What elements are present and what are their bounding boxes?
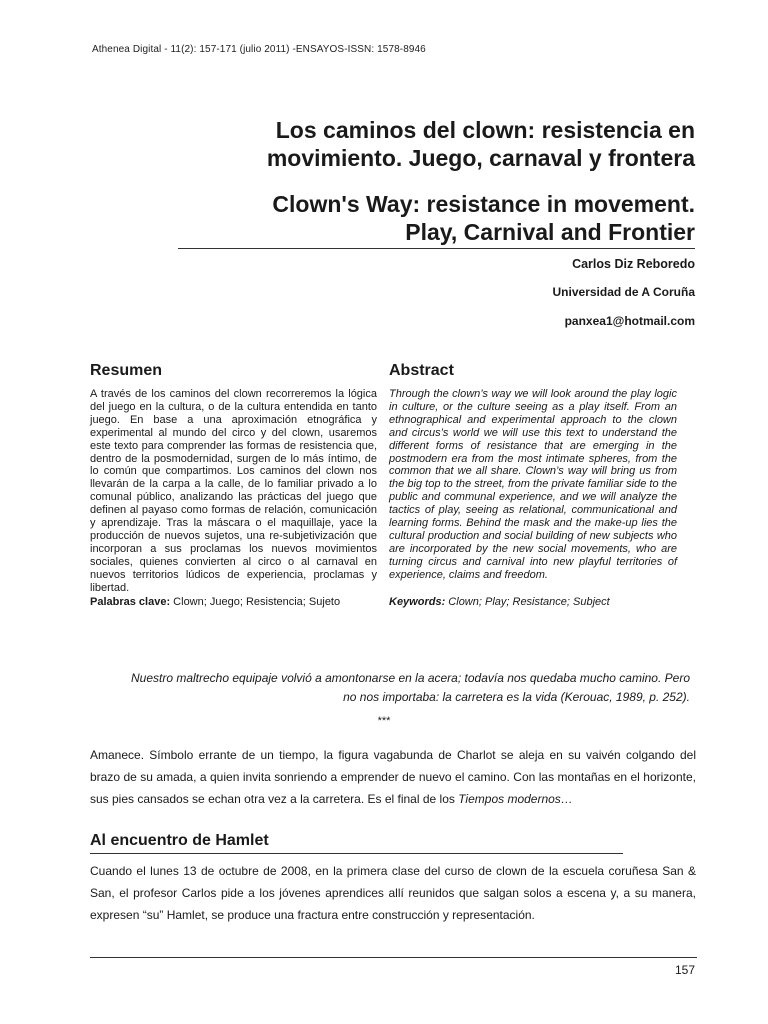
author-name: Carlos Diz Reboredo — [572, 257, 695, 271]
keywords-value: Clown; Play; Resistance; Subject — [445, 596, 610, 608]
abstract-heading: Abstract — [389, 362, 454, 379]
title-divider — [178, 248, 695, 249]
author-institution: Universidad de A Coruña — [552, 285, 695, 299]
keywords-label: Keywords: — [389, 596, 446, 608]
footer-divider — [90, 957, 697, 958]
paragraph-intro-text: Amanece. Símbolo errante de un tiempo, la figura vagabunda de Charlot se aleja en su vaivén colgando del brazo de su amada, a quien invita sonriendo a emprender de nuevo el camino. Con las montañas en el horizonte, sus pies cansados se echan otra vez a la carretera. Es el final de los — [90, 748, 696, 806]
resumen-text: A través de los caminos del clown recorreremos la lógica del juego en la cultura, o de la cultura entendida en tanto juego. En base a una aproximación etnográfica y experimental al mundo del circo y del clown, usaremos este texto para comprender las formas de resistencia que, dentro de la posmodernidad, surgen de lo más íntimo, de lo común que compartimos. Los caminos del clown nos llevarán de la carpa a la calle, de lo familiar privado a lo comunal público, analizando las prácticas del juego que definen al payaso como formas de relación, comunicación y aprendizaje. Tras la máscara o el maquillaje, yace la producción de nuevos sujetos, una re-subjetivización que incorporan a sus proclamas los nuevos movimientos sociales, quienes convierten al circo o al carnaval en nuevos territorios lúdicos de experiencia, proclamas y libertad. — [90, 388, 377, 594]
section-separator: *** — [377, 715, 391, 727]
running-head: Athenea Digital - 11(2): 157-171 (julio 2011) -ENSAYOS-ISSN: 1578-8946 — [92, 44, 426, 55]
paragraph-hamlet: Cuando el lunes 13 de octubre de 2008, en la primera clase del curso de clown de la escuela coruñesa San & San, el profesor Carlos pide a los jóvenes aprendices allí reunidos que salgan solos a escena y, a su manera, expresen “su” Hamlet, se produce una fractura entre construcción y representación. — [90, 864, 696, 922]
palabras-clave-label: Palabras clave: — [90, 596, 171, 608]
title-spanish-line-2: movimiento. Juego, carnaval y frontera — [266, 145, 695, 171]
title-english-line-2: Play, Carnival and Frontier — [405, 219, 695, 245]
abstract-text: Through the clown’s way we will look around the play logic in culture, or the culture seeing as a play itself. From an ethnographical and experimental approach to the clown and circus’s world we will use this text to understand the different forms of resistance that are emerging in the postmodern era from the most intimate spheres, from the common that we all share. Clown’s way will bring us from the big top to the street, from the private familiar side to the public and communal experience, and we will analyze the tactics of play, seeing as relational, communicational and learning forms. Behind the mask and the make-up lies the cultural production and social building of new subjects who are incorporated by the new social movements, who are turning circus and carnival into new playful territories of experience, claims and freedom. — [389, 388, 677, 581]
title-english-line-1: Clown's Way: resistance in movement. — [272, 191, 695, 217]
title-english — [95, 190, 695, 246]
paragraph-intro-italic: Tiempos modernos… — [458, 792, 573, 806]
section-heading: Al encuentro de Hamlet — [90, 832, 269, 849]
keywords — [389, 596, 610, 608]
title-spanish-line-1: Los caminos del clown: resistencia en — [275, 117, 695, 143]
section-divider — [90, 853, 623, 854]
epigraph — [90, 669, 690, 707]
palabras-clave — [90, 596, 340, 608]
epigraph-line-2: no nos importaba: la carretera es la vida (Kerouac, 1989, p. 252). — [343, 690, 690, 704]
page-number: 157 — [674, 963, 695, 977]
title-spanish — [95, 116, 695, 172]
palabras-clave-value: Clown; Juego; Resistencia; Sujeto — [170, 596, 341, 608]
epigraph-line-1: Nuestro maltrecho equipaje volvió a amontonarse en la acera; todavía nos quedaba mucho camino. Pero — [130, 671, 690, 685]
author-email[interactable]: panxea1@hotmail.com — [564, 314, 695, 328]
resumen-heading: Resumen — [90, 362, 163, 379]
paragraph-intro — [90, 744, 696, 810]
